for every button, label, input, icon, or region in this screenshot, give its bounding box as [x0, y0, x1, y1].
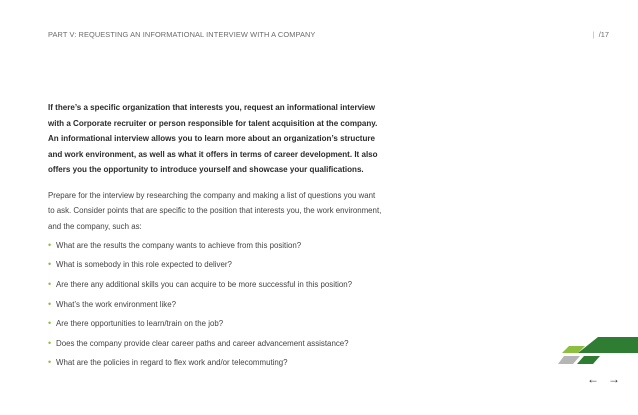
bullet-icon: • [48, 298, 52, 309]
next-page-arrow-icon[interactable]: → [608, 372, 620, 386]
list-item [48, 318, 383, 338]
list-item [48, 279, 383, 299]
stripe-dark-green [578, 337, 638, 353]
intro-paragraph: If there’s a specific organization that interests you, request an informational interview with a Corporate recruiter or person responsible for talent acquisition at the company. An informational interview allows you to learn more about an organization’s structure and work environment, as well as what it offers in terms of career development. It also offers you the opportunity to introduce yourself and showcase your qualifications. [48, 103, 378, 174]
bullet-icon: • [48, 279, 52, 290]
page-header-title: PART V: REQUESTING AN INFORMATIONAL INTERVIEW WITH A COMPANY [48, 30, 316, 39]
list-item-text: What are the results the company wants to achieve from this position? [56, 240, 302, 250]
bullet-icon: • [48, 337, 52, 348]
list-item [48, 357, 383, 377]
bullet-icon: • [48, 259, 52, 270]
main-content [48, 100, 383, 377]
list-item [48, 240, 383, 260]
list-item-text: What is somebody in this role expected to deliver? [56, 260, 232, 270]
bullet-icon: • [48, 239, 52, 250]
list-item [48, 299, 383, 319]
list-item-text: What are the policies in regard to flex work and/or telecommuting? [56, 358, 288, 368]
page-number [593, 30, 609, 39]
stripe-dark-green-lower [577, 356, 600, 364]
list-item-text: Does the company provide clear career paths and career advancement assistance? [56, 338, 349, 348]
list-item [48, 259, 383, 279]
page-navigation [587, 372, 620, 386]
page-number-value: /17 [598, 30, 609, 39]
page-number-separator: | [592, 30, 595, 39]
prepare-paragraph: Prepare for the interview by researching the company and making a list of questions you want to ask. Consider points that are specific to the position that interests you, the work environment, and the company, such as: [48, 190, 382, 232]
bullet-icon: • [48, 318, 52, 329]
decorative-stripes [558, 337, 638, 371]
list-item-text: What’s the work environment like? [56, 299, 177, 309]
list-item-text: Are there any additional skills you can acquire to be more successful in this position? [56, 280, 353, 290]
list-item-text: Are there opportunities to learn/train on the job? [56, 319, 224, 329]
prev-page-arrow-icon[interactable]: ← [587, 372, 599, 386]
question-list [48, 240, 383, 377]
bullet-icon: • [48, 357, 52, 368]
list-item [48, 338, 383, 358]
stripe-grey [558, 356, 580, 364]
